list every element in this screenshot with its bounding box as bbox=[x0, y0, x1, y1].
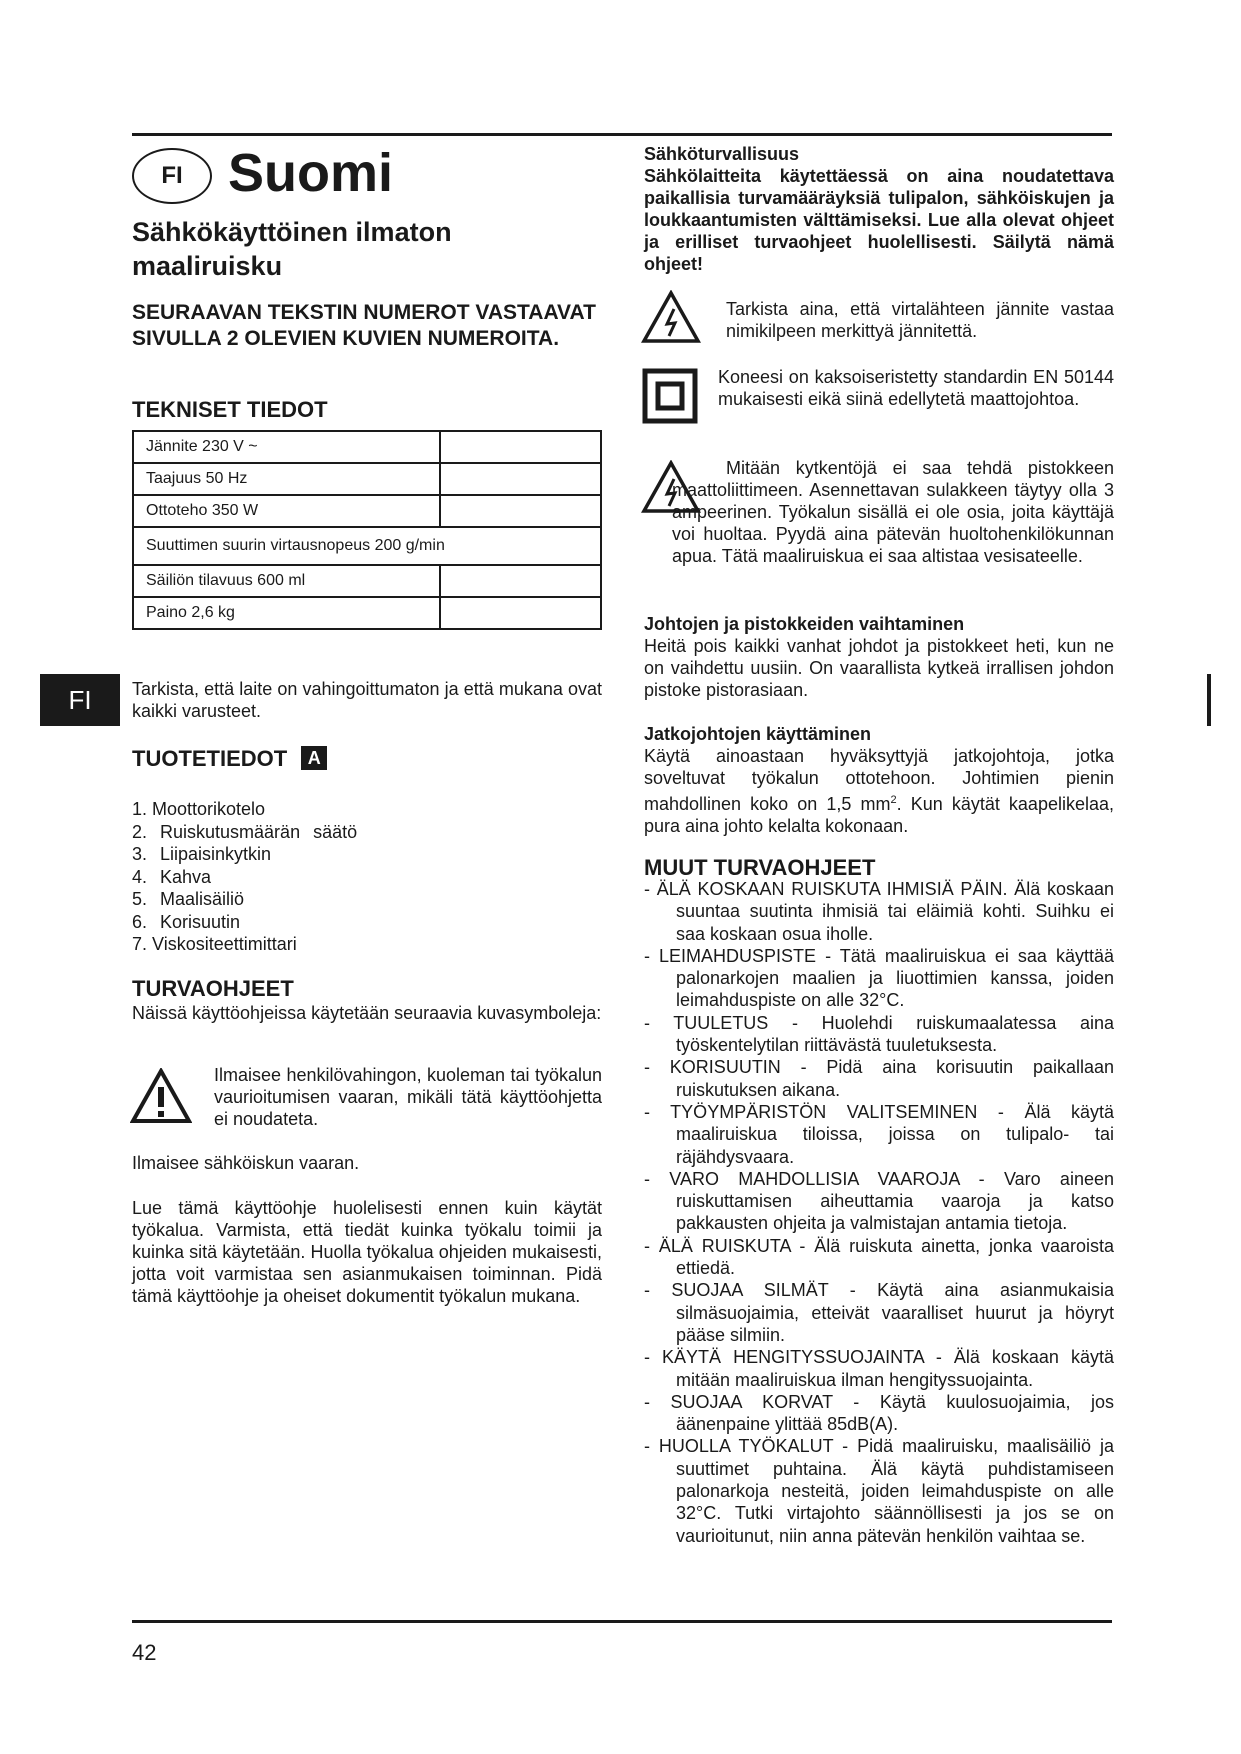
spec-cell: Suuttimen suurin virtausnopeus 200 g/min bbox=[133, 527, 601, 565]
warning-icon bbox=[130, 1068, 192, 1124]
list-item: - VARO MAHDOLLISIA VAAROJA - Varo aineen ruiskuttamisen aiheuttamia vaaroja ja katso pakkausten ohjeita ja valmistajan antamia tietoja. bbox=[644, 1168, 1114, 1234]
product-heading-text: TUOTETIEDOT bbox=[132, 746, 288, 771]
electric-shock-icon bbox=[641, 290, 701, 344]
list-item: 3. Liipaisinkytkin bbox=[132, 844, 272, 864]
spec-cell: Säiliön tilavuus 600 ml bbox=[133, 565, 440, 597]
warning-text: Ilmaisee henkilövahingon, kuoleman tai työkalun vaurioitumisen vaaran, mikäli tätä käyttöohjetta ei noudateta. bbox=[214, 1065, 602, 1129]
list-item: - ÄLÄ KOSKAAN RUISKUTA IHMISIÄ PÄIN. Älä koskaan suuntaa suutinta ihmisiä tai eläimiä kohti. Suihku ei saa koskaan osua iholle. bbox=[644, 879, 1114, 944]
safety-heading: TURVAOHJEET bbox=[132, 976, 294, 1001]
electrical-heading: Sähköturvallisuus bbox=[644, 144, 800, 164]
list-item: 1. Moottorikotelo bbox=[132, 799, 266, 819]
spec-value-cell bbox=[440, 565, 601, 597]
cables-text: Heitä pois kaikki vanhat johdot ja pistokkeet heti, kun ne on vaihdettu uusiin. On vaarallista kytkeä irrallisen johdon pistoke pistorasiaan. bbox=[644, 636, 1114, 700]
specs-row bbox=[133, 597, 601, 629]
specs-table bbox=[132, 430, 602, 630]
list-item: - TUULETUS - Huolehdi ruiskumaalatessa aina työskentelytilan riittävästä tuuletuksesta. bbox=[644, 1012, 1114, 1056]
extension-heading: Jatkojohtojen käyttäminen bbox=[644, 724, 872, 744]
language-badge: FI bbox=[132, 148, 212, 204]
specs-row bbox=[133, 431, 601, 463]
extension-text-start: Käytä ainoastaan hyväksyttyjä jatkojohtoja, jotka soveltuvat työkalun ottotehoon. Johtimien pienin mahdollinen koko on 1,5 mm bbox=[644, 746, 1114, 814]
spec-value-cell bbox=[440, 597, 601, 629]
numbering-notice: SEURAAVAN TEKSTIN NUMEROT VASTAAVAT SIVULLA 2 OLEVIEN KUVIEN NUMEROITA. bbox=[132, 301, 596, 350]
list-item: - KORISUUTIN - Pidä aina korisuutin paikallaan ruiskutuksen aikana. bbox=[644, 1057, 1114, 1100]
other-safety-list bbox=[644, 878, 1114, 1547]
check-text: Tarkista, että laite on vahingoittumaton ja että mukana ovat kaikki varusteet. bbox=[132, 679, 602, 721]
list-item: - KÄYTÄ HENGITYSSUOJAINTA - Älä koskaan käytä mitään maaliruiskua ilman hengityssuojainta. bbox=[644, 1347, 1114, 1390]
spec-cell: Jännite 230 V ~ bbox=[133, 431, 440, 463]
extension-text-end: . Kun käytät kaapelikelaa, pura aina johto kelalta kokonaan. bbox=[644, 794, 1114, 836]
document-title: Sähkökäyttöinen ilmaton maaliruisku bbox=[132, 217, 452, 281]
spec-cell: Taajuus 50 Hz bbox=[133, 463, 440, 495]
page-number: 42 bbox=[132, 1640, 157, 1665]
list-item: - SUOJAA KORVAT - Käytä kuulosuojaimia, jos äänenpaine ylittää 85dB(A). bbox=[644, 1391, 1114, 1435]
electrical-intro: Sähkölaitteita käytettäessä on aina noudatettava paikallisia turvamääräyksiä tulipalon, sähköiskujen ja loukkaantumisten välttämiseksi. Lue alla olevat ohjeet ja erilliset turvaohjeet huolellisesti. Säilytä nämä ohjeet! bbox=[644, 166, 1114, 274]
specs-row bbox=[133, 527, 601, 565]
list-item: - LEIMAHDUSPISTE - Tätä maaliruiskua ei saa käyttää palonarkojen maalien ja liuottimien kanssa, joiden leimahduspiste on alle 32°C. bbox=[644, 945, 1114, 1011]
cables-heading: Johtojen ja pistokkeiden vaihtaminen bbox=[644, 614, 965, 634]
spec-cell: Ottoteho 350 W bbox=[133, 495, 440, 527]
no-connections-text: Mitään kytkentöjä ei saa tehdä pistokkeen maattoliittimeen. Asennettavan sulakkeen täytyy olla 3 ampeerinen. Työkalun sisällä ei ole osia, joita käyttäjä voi huoltaa. Pyydä aina pätevän huoltohenkilökunnan apua. Tätä maaliruiskua ei saa altistaa vesisateelle. bbox=[672, 458, 1114, 566]
product-heading bbox=[132, 745, 327, 773]
other-safety-heading: MUUT TURVAOHJEET bbox=[644, 855, 876, 880]
spec-value-cell bbox=[440, 495, 601, 527]
language-side-tab: FI bbox=[40, 674, 120, 726]
list-item: - ÄLÄ RUISKUTA - Älä ruiskuta ainetta, jonka vaaroista ettiedä. bbox=[644, 1235, 1114, 1279]
figure-badge: A bbox=[301, 746, 327, 770]
top-rule bbox=[132, 133, 1112, 136]
list-item: 4. Kahva bbox=[132, 866, 212, 887]
read-instructions-text: Lue tämä käyttöohje huolelisesti ennen kuin käytät työkalua. Varmista, että tiedät kuinka työkalu toimii ja kuinka sitä käytetään. Huolla työkalua ohjeiden mukaisesti, jotta voit varmistaa sen asianmukaisen toiminnan. Pidä tämä käyttöohje ja oheiset dokumentit työkalun mukana. bbox=[132, 1198, 602, 1306]
list-item: - HUOLLA TYÖKALUT - Pidä maaliruisku, maalisäiliö ja suuttimet puhtaina. Älä käytä puhdistamiseen palonarkoja nesteitä, joiden leimahduspiste on alle 32°C. Tutki virtajohto säännöllisesti ja jos se on vaurioitunut, niin anna pätevän henkilön vaihtaa se. bbox=[644, 1436, 1114, 1546]
list-item: - SUOJAA SILMÄT - Käytä aina asianmukaisia silmäsuojaimia, etteivät vaaralliset huurut ja höyryt pääse silmiin. bbox=[644, 1280, 1114, 1345]
list-item: 6. Korisuutin bbox=[132, 911, 241, 932]
list-item: 2. Ruiskutusmäärän säätö bbox=[132, 821, 358, 842]
list-item: 5. Maalisäiliö bbox=[132, 889, 245, 909]
safety-intro: Näissä käyttöohjeissa käytetään seuraavia kuvasymboleja: bbox=[132, 1003, 602, 1023]
extension-text bbox=[644, 745, 1114, 837]
specs-row bbox=[133, 565, 601, 597]
specs-heading: TEKNISET TIEDOT bbox=[132, 397, 328, 422]
spec-value-cell bbox=[440, 463, 601, 495]
specs-row bbox=[133, 495, 601, 527]
shock-text: Ilmaisee sähköiskun vaaran. bbox=[132, 1153, 360, 1173]
parts-list bbox=[132, 798, 552, 956]
voltage-check-text: Tarkista aina, että virtalähteen jännite vastaa nimikilpeen merkittyä jännitettä. bbox=[726, 299, 1114, 341]
spec-cell: Paino 2,6 kg bbox=[133, 597, 440, 629]
spec-value-cell bbox=[440, 431, 601, 463]
extension-superscript: 2 bbox=[890, 794, 897, 806]
double-insulation-icon bbox=[642, 368, 698, 424]
double-insulation-text: Koneesi on kaksoiseristetty standardin EN 50144 mukaisesti eikä siinä edellytetä maattojohtoa. bbox=[718, 367, 1114, 409]
bottom-rule bbox=[132, 1620, 1112, 1623]
language-title: Suomi bbox=[228, 143, 394, 203]
list-item: 7. Viskositeettimittari bbox=[132, 934, 297, 954]
specs-row bbox=[133, 463, 601, 495]
list-item: - TYÖYMPÄRISTÖN VALITSEMINEN - Älä käytä maaliruiskua tiloissa, joissa on tulipalo- tai räjähdysvaara. bbox=[644, 1101, 1114, 1167]
margin-marker bbox=[1207, 674, 1211, 726]
